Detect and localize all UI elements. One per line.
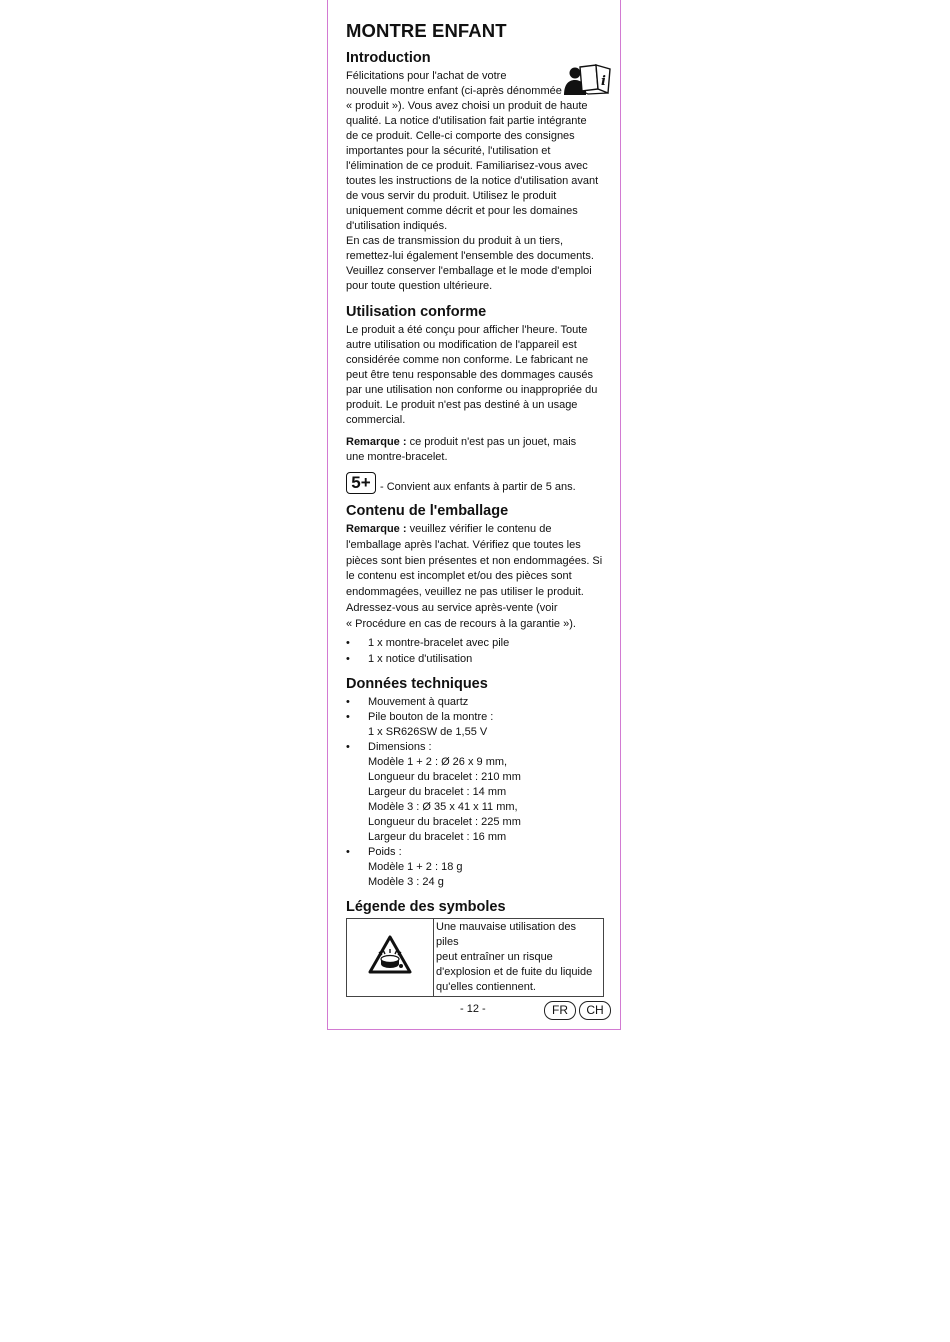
age-text: - Convient aux enfants à partir de 5 ans. [380, 481, 576, 493]
battery-explosion-warning-icon [368, 935, 412, 975]
contenu-note: Remarque : veuillez vérifier le contenu de l'emballage après l'achat. Vérifiez que toutes les pièces sont bien présentes et non endommagées. Si le contenu est incomplet et/ou des pièces sont endommagées, veuillez ne pas utiliser le produit. Adressez-vous au service après-vente (voir « Procédure en cas de recours à la garantie »). [346, 523, 603, 630]
contenu-heading: Contenu de l'emballage [346, 503, 509, 519]
list-item: • Pile bouton de la montre : 1 x SR626SW de 1,55 V [346, 710, 608, 740]
utilisation-paragraph: Le produit a été conçu pour afficher l'heure. Toute autre utilisation ou modification de l'appareil est considérée comme non conforme. Le fabricant ne peut être tenu responsable des dommages causés par une utilisation non conforme ou inappropriée du produit. Le produit n'est pas destiné à un usage commercial. [346, 324, 598, 426]
list-item: • Mouvement à quartz [346, 695, 608, 710]
age-recommendation [346, 472, 608, 494]
page-footer [328, 1000, 622, 1022]
symbol-table [346, 918, 604, 997]
country-badge-fr: FR [544, 1001, 576, 1020]
utilisation-heading: Utilisation conforme [346, 304, 487, 320]
table-row [347, 918, 604, 996]
page-number: - 12 - [460, 1003, 486, 1015]
manual-page [327, 0, 621, 1030]
utilisation-note: Remarque : ce produit n'est pas un jouet, mais une montre-bracelet. [346, 436, 577, 463]
svg-text:i: i [601, 74, 606, 89]
donnees-list [346, 695, 608, 890]
reader-info-icon [562, 63, 612, 97]
introduction-section [346, 69, 608, 294]
list-item: • 1 x montre-bracelet avec pile [346, 635, 608, 651]
list-item: • Poids : Modèle 1 + 2 : 18 g Modèle 3 : 24 g [346, 845, 608, 890]
introduction-paragraph-1: Félicitations pour l'achat de votre nouvelle montre enfant (ci-après dénommée « produit »). Vous avez choisi un produit de haute qualité. La notice d'utilisation fait partie intégrante de ce produit. Celle-ci comporte des consignes importantes pour la sécurité, l'utilisation et l'élimination de ce produit. Familiarisez-vous avec toutes les instructions de la notice d'utilisation avant de vous servir du produit. Utilisez le produit uniquement comme décrit et pour les domaines d'utilisation indiqués. [346, 70, 599, 232]
age-badge: 5+ [346, 472, 376, 494]
list-item: • 1 x notice d'utilisation [346, 651, 608, 667]
page-title: MONTRE ENFANT [346, 20, 507, 41]
donnees-heading: Données techniques [346, 675, 488, 692]
symbol-cell [347, 918, 434, 996]
legende-heading: Légende des symboles [346, 898, 506, 915]
introduction-paragraph-2: En cas de transmission du produit à un tiers, remettez-lui également l'ensemble des documents. Veuillez conserver l'emballage et le mode d'emploi pour toute question ultérieure. [346, 235, 594, 292]
contenu-list [346, 635, 608, 667]
country-badge-ch: CH [579, 1001, 611, 1020]
introduction-heading: Introduction [346, 50, 431, 66]
page-content [346, 20, 608, 997]
list-item: • Dimensions : Modèle 1 + 2 : Ø 26 x 9 mm, Longueur du bracelet : 210 mm Largeur du bracelet : 14 mm Modèle 3 : Ø 35 x 41 x 11 mm, Longueur du bracelet : 225 mm Largeur du bracelet : 16 mm [346, 740, 608, 845]
symbol-description: Une mauvaise utilisation des piles peut entraîner un risque d'explosion et de fuite du liquide qu'elles contiennent. [434, 918, 604, 996]
